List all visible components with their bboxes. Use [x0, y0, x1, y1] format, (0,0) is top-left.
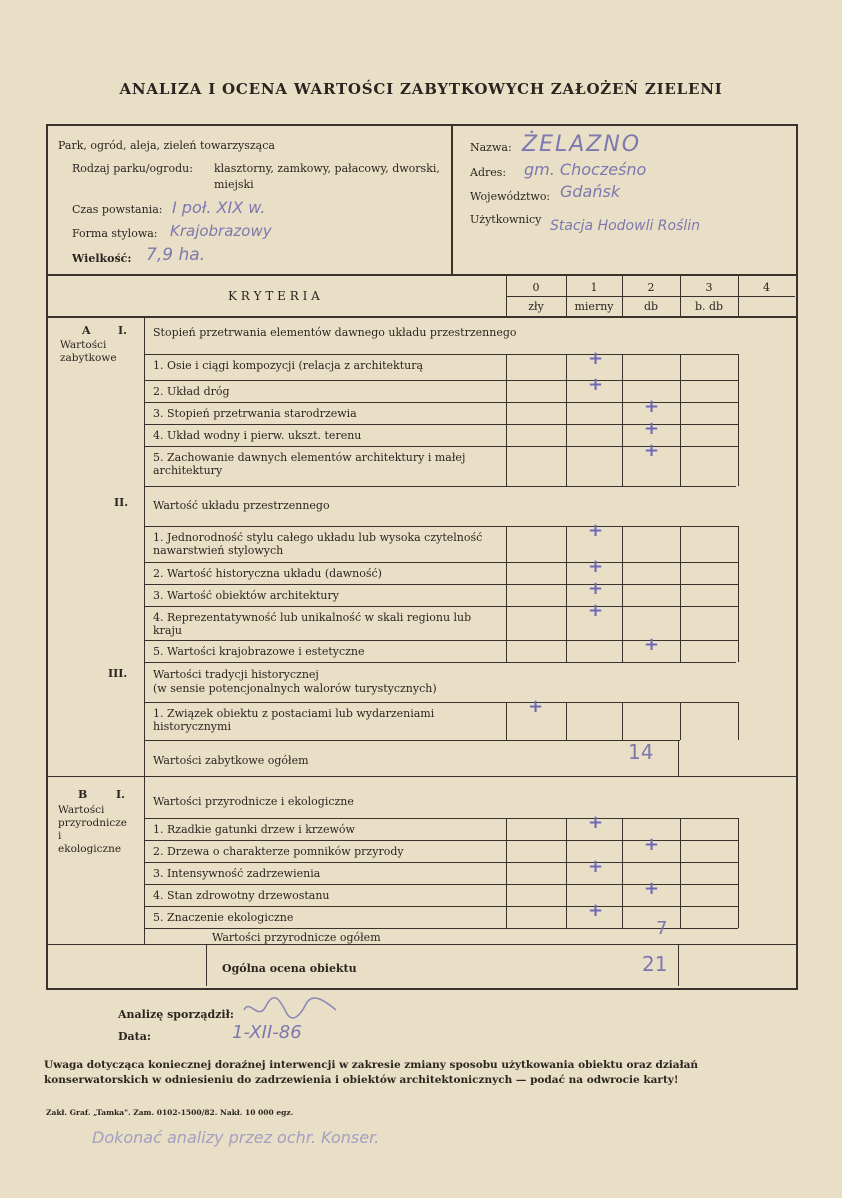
a-total-value: 14 [628, 740, 654, 764]
a-g2-title: Wartość układu przestrzennego [153, 499, 330, 512]
park-type: Park, ogród, aleja, zieleń towarzysząca [58, 139, 275, 152]
overall-value: 21 [642, 952, 668, 976]
rodzaj-options: klasztorny, zamkowy, pałacowy, dworski, [214, 162, 440, 175]
uzyt-value: Stacja Hodowli Roślin [550, 218, 701, 234]
mark-plus: + [588, 520, 604, 541]
criteria-row: 5. Zachowanie dawnych elementów architektury i małej architektury [153, 451, 466, 477]
czas-value: I poł. XIX w. [172, 198, 266, 217]
criteria-row: 4. Reprezentatywność lub unikalność w skali regionu lub kraju [153, 611, 472, 637]
woj-label: Województwo: [470, 190, 551, 203]
col-num-4: 4 [763, 281, 770, 294]
section-a-letter: A [82, 324, 91, 337]
data-value: 1-XII-86 [232, 1022, 302, 1043]
mark-plus: + [644, 834, 660, 855]
col-name-0: zły [528, 300, 544, 313]
section-b-name: Wartości przyrodnicze i ekologiczne [58, 804, 128, 855]
adres-label: Adres: [470, 166, 507, 179]
forma-value: Krajobrazowy [170, 222, 272, 240]
section-b-letter: B [78, 788, 88, 801]
col-name-2: db [643, 300, 659, 313]
mark-plus: + [588, 856, 604, 877]
mark-plus: + [588, 900, 604, 921]
criteria-row: 2. Wartość historyczna układu (dawność) [153, 567, 382, 580]
adres-value: gm. Chocześno [524, 160, 647, 179]
mark-plus: + [644, 634, 660, 655]
woj-value: Gdańsk [560, 182, 621, 201]
rodzaj-options-2: miejski [214, 178, 254, 191]
a-g1-title: Stopień przetrwania elementów dawnego układu przestrzennego [153, 326, 517, 339]
nazwa-value: ŻELAZNO [522, 132, 642, 157]
nazwa-label: Nazwa: [470, 141, 512, 154]
a-g3-title-2: (w sensie potencjonalnych walorów turystycznych) [153, 682, 437, 695]
mark-plus: + [644, 440, 660, 461]
wielkosc-value: 7,9 ha. [146, 245, 206, 265]
overall-label: Ogólna ocena obiektu [222, 962, 357, 975]
b-g1-title: Wartości przyrodnicze i ekologiczne [153, 795, 354, 808]
page-title: ANALIZA I OCENA WARTOŚCI ZABYTKOWYCH ZAŁOŻEŃ ZIELENI [119, 80, 723, 98]
mark-plus: + [644, 878, 660, 899]
mark-plus: + [588, 600, 604, 621]
wielkosc-label: Wielkość: [72, 252, 132, 265]
section-a-g2-roman: II. [114, 496, 129, 509]
signature [240, 996, 360, 1022]
mark-plus: + [528, 696, 544, 717]
czas-label: Czas powstania: [72, 203, 163, 216]
criteria-row: 4. Stan zdrowotny drzewostanu [153, 889, 330, 902]
uwaga-text: Uwaga dotycząca koniecznej doraźnej interwencji w zakresie zmiany sposobu użytkowania obiektu oraz działań konserwatorskich w odniesieniu do zadrzewienia i obiektów architektonicznych — podać na odwrocie karty! [44, 1059, 699, 1086]
rodzaj-label: Rodzaj parku/ogrodu: [72, 162, 193, 175]
criteria-row: 1. Jednorodność stylu całego układu lub wysoka czytelność nawarstwień stylowych [153, 531, 483, 557]
mark-plus: + [644, 418, 660, 439]
section-a-roman: I. [118, 324, 127, 337]
data-label: Data: [118, 1030, 151, 1043]
section-a-name: Wartości zabytkowe [60, 339, 117, 364]
a-g3-title-1: Wartości tradycji historycznej [153, 668, 319, 681]
criteria-row: 3. Stopień przetrwania starodrzewia [153, 407, 357, 420]
mark-plus: + [588, 374, 604, 395]
criteria-row: 5. Wartości krajobrazowe i estetyczne [153, 645, 365, 658]
col-num-2: 2 [647, 281, 655, 294]
col-num-1: 1 [590, 281, 598, 294]
criteria-row: 2. Drzewa o charakterze pomników przyrody [153, 845, 404, 858]
col-num-3: 3 [705, 281, 713, 294]
criteria-row: 3. Wartość obiektów architektury [153, 589, 339, 602]
col-num-0: 0 [532, 281, 540, 294]
criteria-row: 2. Układ dróg [153, 385, 230, 398]
mark-plus: + [588, 578, 604, 599]
print-info: Zakł. Graf. „Tamka". Zam. 0102-1500/82. Nakł. 10 000 egz. [46, 1108, 294, 1117]
criteria-row: 4. Układ wodny i pierw. ukszt. terenu [153, 429, 362, 442]
uzyt-label: Użytkownicy [470, 213, 542, 226]
a-total-label: Wartości zabytkowe ogółem [153, 754, 309, 767]
analiza-label: Analizę sporządził: [118, 1008, 234, 1021]
mark-plus: + [588, 556, 604, 577]
forma-label: Forma stylowa: [72, 227, 158, 240]
section-b-roman: I. [116, 788, 125, 801]
criteria-row: 1. Osie i ciągi kompozycji (relacja z architekturą [153, 359, 424, 372]
criteria-row: 1. Rzadkie gatunki drzew i krzewów [153, 823, 355, 836]
b-total-label: Wartości przyrodnicze ogółem [212, 931, 381, 944]
criteria-label: K R Y T E R I A [228, 289, 320, 303]
mark-plus: + [588, 812, 604, 833]
b-total-value: 7 [656, 918, 668, 939]
handwritten-note: Dokonać analizy przez ochr. Konser. [92, 1128, 380, 1147]
mark-plus: + [588, 348, 604, 369]
mark-plus: + [644, 396, 660, 417]
criteria-row: 5. Znaczenie ekologiczne [153, 911, 294, 924]
criteria-row: 1. Związek obiektu z postaciami lub wydarzeniami historycznymi [153, 707, 435, 733]
section-a-g3-roman: III. [108, 667, 128, 680]
criteria-row: 3. Intensywność zadrzewienia [153, 867, 321, 880]
col-name-1: mierny [574, 300, 614, 313]
col-name-3: b. db [694, 300, 724, 313]
